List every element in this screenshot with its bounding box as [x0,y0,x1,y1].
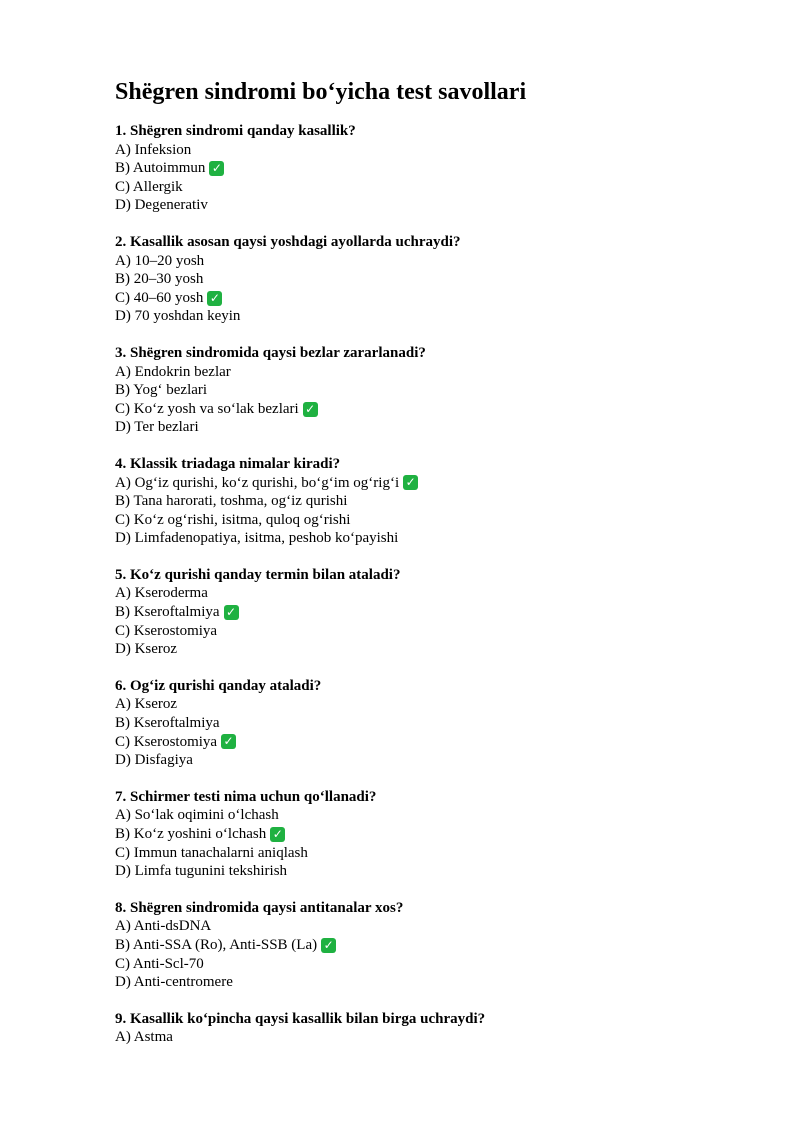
check-mark-button-icon: ✓ [403,475,418,490]
answer-option [115,363,755,382]
question-text: 9. Kasallik ko‘pincha qaysi kasallik bilan birga uchraydi? [115,1010,486,1027]
answer-option-label: B) 20–30 yosh [115,271,204,288]
answer-option-label: D) Anti-centromere [115,974,233,991]
document-title: Shëgren sindromi bo‘yicha test savollari [115,79,527,105]
check-mark-button-icon: ✓ [209,161,224,176]
question-text: 7. Schirmer testi nima uchun qo‘llanadi? [115,788,377,805]
answer-option [115,418,755,437]
answer-option-label: B) Ko‘z yoshini o‘lchash [115,826,267,842]
answer-option-label: A) Og‘iz qurishi, ko‘z qurishi, bo‘g‘im og‘rig‘i [115,474,400,491]
answer-option-label: C) Kserostomiya [115,622,218,639]
question-block [115,455,755,548]
question-text: 5. Ko‘z qurishi qanday termin bilan ataladi? [115,566,401,583]
answer-option [115,474,755,493]
answer-option [115,289,755,308]
answer-option-label: B) Tana harorati, toshma, og‘iz qurishi [115,493,348,510]
question-list [115,122,755,1047]
answer-option-label: A) Kseroz [115,696,178,713]
answer-option-label: B) Kseroftalmiya [115,715,220,732]
answer-option [115,695,755,714]
answer-option-label: A) Anti-dsDNA [115,918,212,935]
answer-option-label: A) 10–20 yosh [115,252,205,269]
answer-option [115,751,755,770]
answer-option-label: C) Allergik [115,178,183,195]
answer-option-label: B) Anti-SSA (Ro), Anti-SSB (La) [115,936,318,953]
answer-option-label: D) Limfadenopatiya, isitma, peshob ko‘payishi [115,530,399,547]
answer-option-label: C) Kserostomiya [115,733,218,750]
answer-option [115,159,755,178]
answer-option [115,270,755,289]
answer-option [115,1028,755,1047]
check-mark-button-icon: ✓ [224,605,239,620]
answer-option [115,307,755,326]
answer-option [115,511,755,530]
answer-option [115,529,755,548]
check-mark-button-icon: ✓ [321,938,336,953]
question-block [115,566,755,659]
answer-option-label: D) Degenerativ [115,197,208,214]
question-block [115,677,755,770]
answer-option-label: D) Ter bezlari [115,419,199,436]
answer-option [115,733,755,752]
answer-option [115,917,755,936]
question-text: 1. Shëgren sindromi qanday kasallik? [115,123,356,139]
answer-option [115,492,755,511]
answer-option-label: A) So‘lak oqimini o‘lchash [115,807,279,824]
answer-option [115,806,755,825]
question-block [115,1010,755,1047]
document-page [115,74,755,1047]
answer-option [115,936,755,955]
question-text: 6. Og‘iz qurishi qanday ataladi? [115,677,322,694]
answer-option-label: C) Anti-Scl-70 [115,955,204,972]
answer-option-label: D) Disfagiya [115,752,193,769]
answer-option-label: D) 70 yoshdan keyin [115,308,241,325]
answer-option-label: C) Ko‘z og‘rishi, isitma, quloq og‘rishi [115,511,351,528]
answer-option [115,603,755,622]
answer-option [115,381,755,400]
answer-option [115,196,755,215]
answer-option-label: D) Limfa tugunini tekshirish [115,863,288,880]
question-block [115,788,755,881]
question-block [115,233,755,326]
answer-option [115,622,755,641]
question-block [115,344,755,437]
question-text: 8. Shëgren sindromida qaysi antitanalar xos? [115,899,404,916]
answer-option [115,955,755,974]
check-mark-button-icon: ✓ [270,827,285,842]
check-mark-button-icon: ✓ [303,402,318,417]
answer-option [115,178,755,197]
answer-option [115,584,755,603]
answer-option [115,862,755,881]
answer-option-label: B) Autoimmun [115,160,206,177]
answer-option-label: A) Infeksion [115,141,192,158]
answer-option-label: B) Kseroftalmiya [115,604,220,621]
question-block [115,122,755,215]
answer-option-label: A) Kseroderma [115,585,208,602]
answer-option [115,714,755,733]
answer-option-label: B) Yog‘ bezlari [115,382,208,399]
answer-option-label: A) Endokrin bezlar [115,363,231,380]
question-text: 3. Shëgren sindromida qaysi bezlar zararlanadi? [115,344,426,361]
check-mark-button-icon: ✓ [207,291,222,306]
answer-option [115,844,755,863]
answer-option [115,252,755,271]
answer-option-label: C) Ko‘z yosh va so‘lak bezlari [115,400,299,417]
answer-option [115,400,755,419]
answer-option-label: C) Immun tanachalarni aniqlash [115,844,308,861]
question-text: 2. Kasallik asosan qaysi yoshdagi ayollarda uchraydi? [115,233,461,250]
answer-option-label: C) 40–60 yosh [115,289,204,306]
answer-option-label: A) Astma [115,1029,173,1046]
answer-option [115,973,755,992]
check-mark-button-icon: ✓ [221,734,236,749]
question-block [115,899,755,992]
answer-option-label: D) Kseroz [115,641,178,658]
answer-option [115,640,755,659]
answer-option [115,141,755,160]
question-text: 4. Klassik triadaga nimalar kiradi? [115,455,341,472]
answer-option [115,825,755,844]
